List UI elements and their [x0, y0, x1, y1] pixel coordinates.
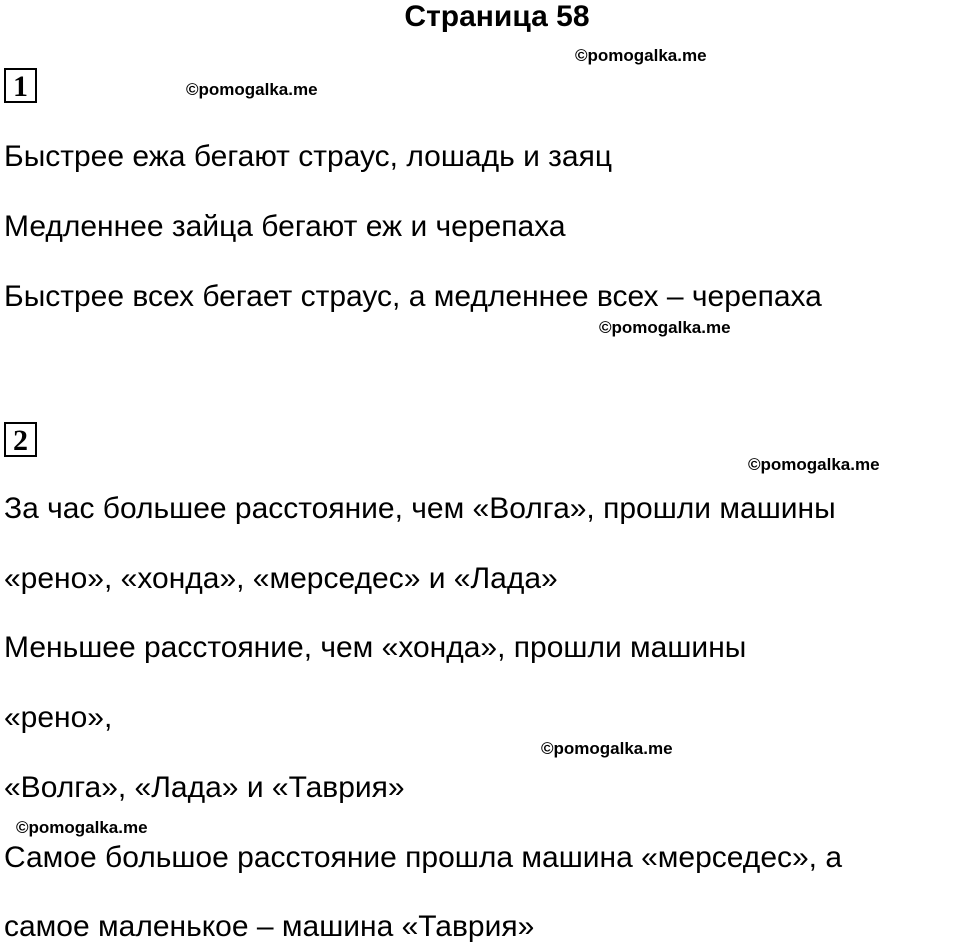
watermark: ©pomogalka.me	[575, 46, 707, 65]
task1-line: Быстрее ежа бегают страус, лошадь и заяц	[4, 140, 613, 173]
task2-line: «Волга», «Лада» и «Таврия»	[4, 771, 405, 804]
watermark: ©pomogalka.me	[16, 818, 148, 837]
task2-line: самое маленькое – машина «Таврия»	[4, 910, 535, 943]
task2-line: Самое большое расстояние прошла машина «мерседес», а	[4, 841, 843, 874]
watermark: ©pomogalka.me	[748, 455, 880, 474]
watermark: ©pomogalka.me	[186, 80, 318, 99]
task1-line: Медленнее зайца бегают еж и черепаха	[4, 210, 566, 243]
watermark: ©pomogalka.me	[599, 318, 731, 337]
task-number-1: 1	[4, 68, 37, 103]
watermark: ©pomogalka.me	[541, 739, 673, 758]
task2-line: Меньшее расстояние, чем «хонда», прошли машины	[4, 631, 747, 664]
task2-line: За час большее расстояние, чем «Волга», прошли машины	[4, 492, 836, 525]
task2-line: «рено»,	[4, 701, 113, 734]
task2-line: «рено», «хонда», «мерседес» и «Лада»	[4, 562, 558, 595]
task-number-2: 2	[4, 422, 37, 457]
task1-line: Быстрее всех бегает страус, а медленнее всех – черепаха	[4, 280, 822, 313]
page-title: Страница 58	[404, 0, 590, 33]
